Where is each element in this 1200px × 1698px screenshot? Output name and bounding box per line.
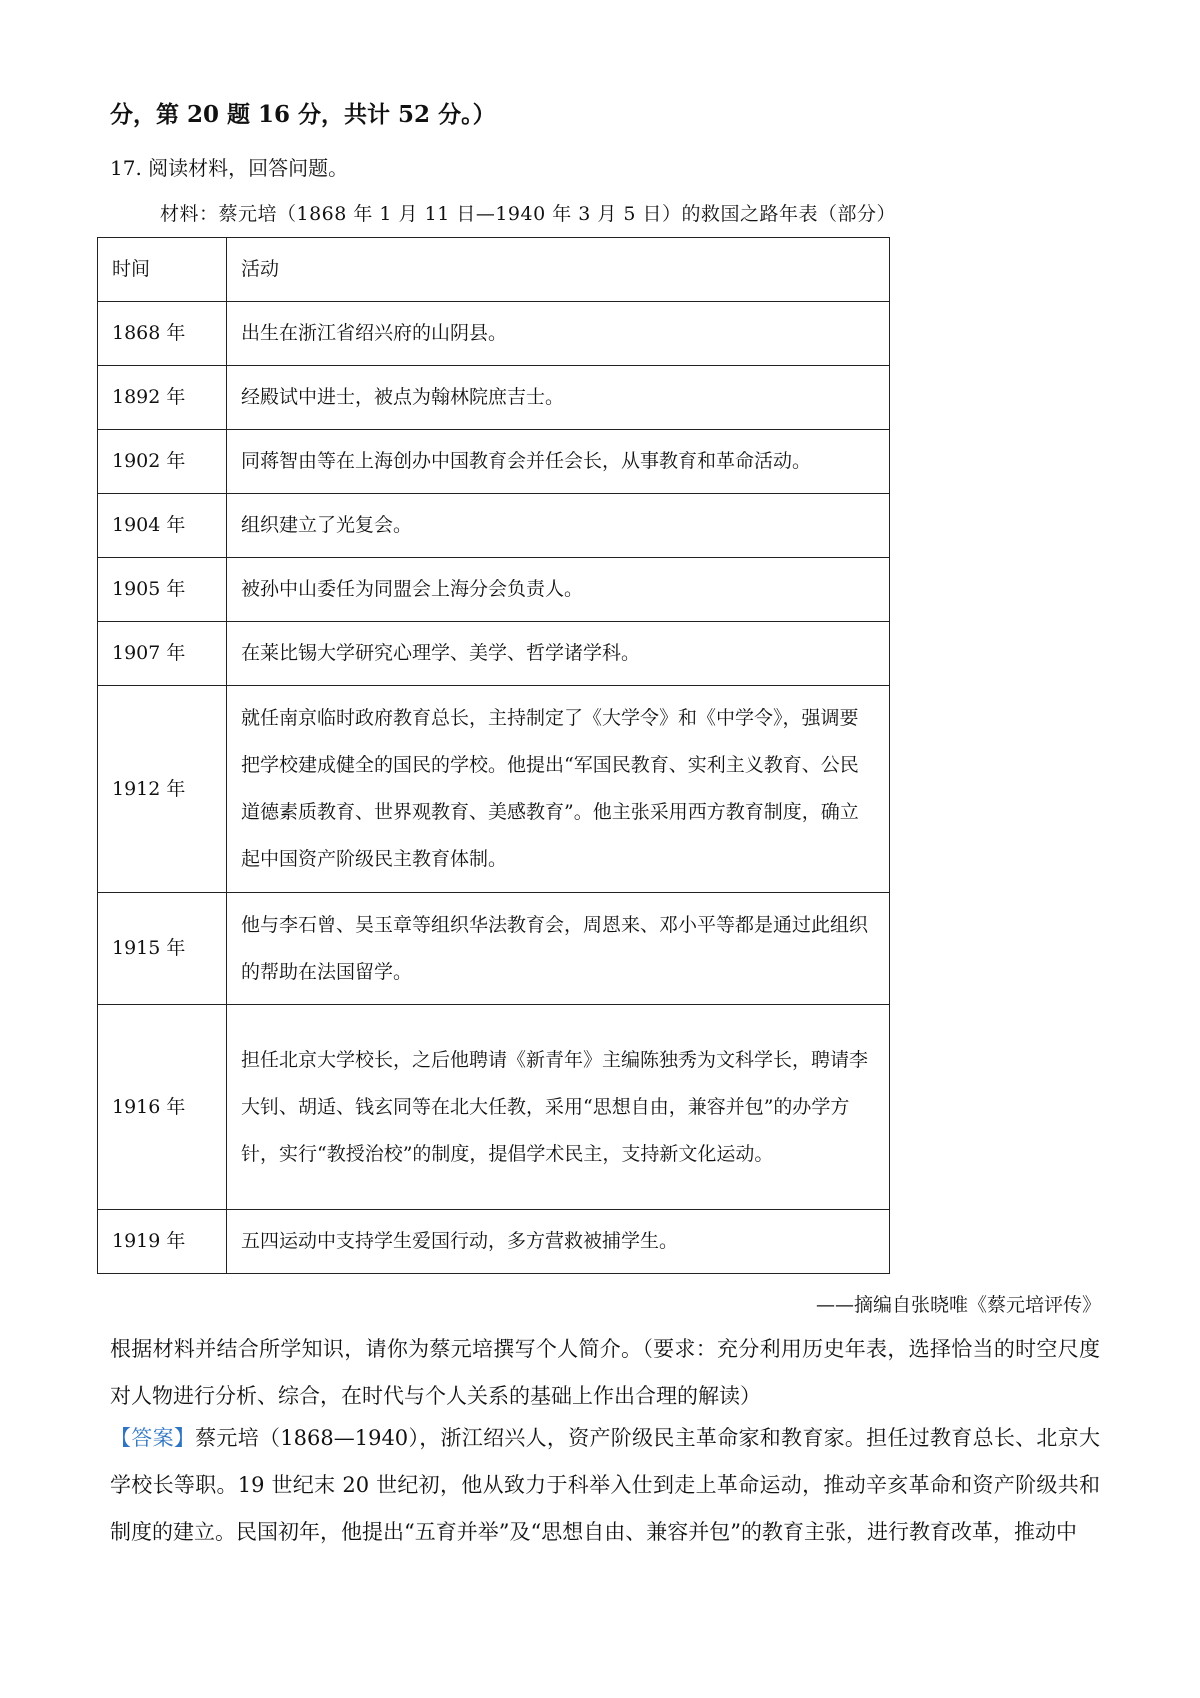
row-activity: 出生在浙江省绍兴府的山阴县。 [227, 302, 890, 366]
row-activity: 同蒋智由等在上海创办中国教育会并任会长，从事教育和革命活动。 [227, 430, 890, 494]
row-activity: 被孙中山委任为同盟会上海分会负责人。 [227, 558, 890, 622]
material-title: 材料：蔡元培（1868 年 1 月 11 日—1940 年 3 月 5 日）的救国之路年表（部分） [160, 203, 897, 225]
table-row [98, 558, 890, 622]
row-activity: 在莱比锡大学研究心理学、美学、哲学诸学科。 [227, 622, 890, 686]
timeline-table [97, 237, 890, 1274]
table-row [98, 302, 890, 366]
table-header-row [98, 238, 890, 302]
row-year: 1868 年 [98, 302, 227, 366]
row-activity: 他与李石曾、吴玉章等组织华法教育会，周恩来、邓小平等都是通过此组织的帮助在法国留学。 [227, 893, 890, 1005]
row-activity: 组织建立了光复会。 [227, 494, 890, 558]
answer-text: 蔡元培（1868—1940），浙江绍兴人，资产阶级民主革命家和教育家。担任过教育总长、北京大学校长等职。19 世纪末 20 世纪初，他从致力于科举入仕到走上革命运动，推动辛亥革命和资产阶级共和制度的建立。民国初年，他提出“五育并举”及“思想自由、兼容并包”的教育主张，进行教育改革，推动中 [110, 1426, 1101, 1544]
table-row [98, 430, 890, 494]
row-year: 1907 年 [98, 622, 227, 686]
table-row [98, 366, 890, 430]
row-year: 1916 年 [98, 1005, 227, 1210]
instruction-text: 根据材料并结合所学知识，请你为蔡元培撰写个人简介。（要求：充分利用历史年表，选择恰当的时空尺度对人物进行分析、综合，在时代与个人关系的基础上作出合理的解读） [110, 1337, 1100, 1408]
table-row [98, 893, 890, 1005]
row-activity: 经殿试中进士，被点为翰林院庶吉士。 [227, 366, 890, 430]
header-time: 时间 [98, 238, 227, 302]
table-row [98, 622, 890, 686]
answer-paragraph [110, 1415, 1100, 1556]
row-year: 1915 年 [98, 893, 227, 1005]
table-row [98, 686, 890, 893]
section-heading: 分，第 20 题 16 分，共计 52 分。） [110, 101, 496, 128]
table-row [98, 494, 890, 558]
row-year: 1919 年 [98, 1210, 227, 1274]
row-activity: 就任南京临时政府教育总长，主持制定了《大学令》和《中学令》，强调要把学校建成健全的国民的学校。他提出“军国民教育、实利主义教育、公民道德素质教育、世界观教育、美感教育”。他主张采用西方教育制度，确立起中国资产阶级民主教育体制。 [227, 686, 890, 893]
answer-tag: 【答案】 [110, 1426, 196, 1450]
header-activity: 活动 [227, 238, 890, 302]
table-row [98, 1210, 890, 1274]
row-activity: 担任北京大学校长，之后他聘请《新青年》主编陈独秀为文科学长，聘请李大钊、胡适、钱玄同等在北大任教，采用“思想自由，兼容并包”的办学方针，实行“教授治校”的制度，提倡学术民主，支持新文化运动。 [227, 1005, 890, 1210]
row-year: 1902 年 [98, 430, 227, 494]
row-year: 1905 年 [98, 558, 227, 622]
row-year: 1912 年 [98, 686, 227, 893]
row-activity: 五四运动中支持学生爱国行动，多方营救被捕学生。 [227, 1210, 890, 1274]
table-row [98, 1005, 890, 1210]
source-citation: ——摘编自张晓唯《蔡元培评传》 [815, 1294, 1101, 1316]
row-year: 1892 年 [98, 366, 227, 430]
question-number: 17. 阅读材料，回答问题。 [110, 156, 349, 180]
row-year: 1904 年 [98, 494, 227, 558]
